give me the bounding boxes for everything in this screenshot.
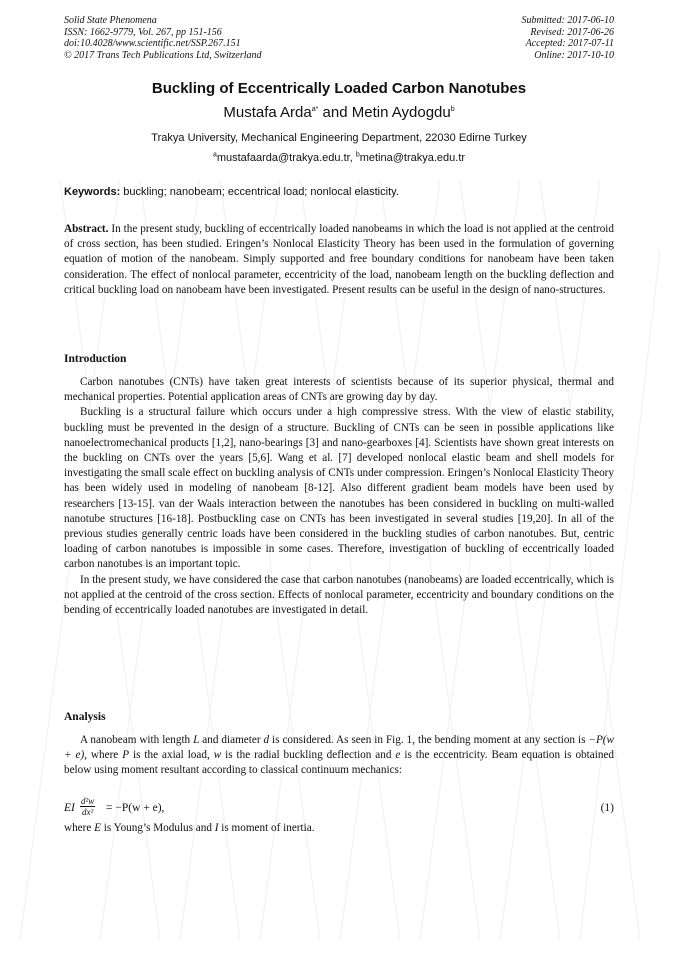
symbol-I: I bbox=[214, 822, 219, 834]
analysis-text: is the eccentricity. Beam equation is obtained below using moment resultant according to classical continuum mechanics: bbox=[64, 749, 614, 777]
author-2: Metin Aydogdu bbox=[351, 104, 451, 121]
online-date: Online: 2017-10-10 bbox=[534, 49, 614, 61]
journal-header-left bbox=[64, 15, 262, 61]
affiliation: Trakya University, Mechanical Engineering Department, 22030 Edirne Turkey bbox=[151, 132, 527, 144]
equation-fraction bbox=[80, 796, 95, 817]
keywords-label: Keywords: bbox=[64, 186, 121, 198]
author-2-marker: b bbox=[450, 106, 455, 113]
analysis-text: is the radial buckling deflection and bbox=[221, 749, 396, 762]
revised-date: Revised: 2017-06-26 bbox=[530, 26, 614, 38]
introduction-heading: Introduction bbox=[64, 353, 127, 365]
intro-paragraph-3: In the present study, we have considered the case that carbon nanotubes (nanobeams) are loaded eccentrically, which is not applied at the centroid of the cross section. Effects of nonlocal parameter, eccentricity and boundary conditions on the bending of eccentrically loaded nanotubes are investigated in detail. bbox=[64, 573, 614, 617]
analysis-text: , where bbox=[84, 749, 123, 762]
explanation-text: is moment of inertia. bbox=[218, 822, 315, 834]
equation-number: (1) bbox=[600, 802, 614, 814]
keywords bbox=[64, 186, 614, 198]
abstract-label: Abstract. bbox=[64, 223, 109, 235]
paper-title: Buckling of Eccentrically Loaded Carbon Nanotubes bbox=[151, 80, 527, 97]
equation-rhs: = −P(w + e), bbox=[106, 802, 165, 814]
doi-line: doi:10.4028/www.scientific.net/SSP.267.151 bbox=[64, 38, 241, 49]
symbol-w: w bbox=[213, 749, 222, 762]
email-b: metina@trakya.edu.tr bbox=[359, 152, 466, 164]
fraction-numerator: d²w bbox=[81, 796, 95, 806]
email-b-marker: b bbox=[355, 151, 360, 159]
keywords-text: buckling; nanobeam; eccentrical load; nonlocal elasticity. bbox=[120, 186, 399, 198]
email-line bbox=[0, 152, 678, 164]
explanation-text: is Young’s Modulus and bbox=[100, 822, 215, 834]
accepted-date: Accepted: 2017-07-11 bbox=[525, 38, 614, 49]
analysis-text: is the axial load, bbox=[129, 749, 214, 762]
symbol-E: E bbox=[94, 822, 101, 834]
journal-header-right bbox=[522, 15, 615, 61]
equation-lhs: EI bbox=[64, 802, 75, 814]
intro-paragraph-1: Carbon nanotubes (CNTs) have taken great interests of scientists because of its superior physical, thermal and mechanical properties. Potential application areas of CNTs are growing day by day. bbox=[64, 376, 614, 404]
submitted-date: Submitted: 2017-06-10 bbox=[521, 15, 614, 26]
explanation-text: where bbox=[64, 822, 95, 834]
abstract bbox=[64, 222, 614, 298]
analysis-body bbox=[64, 733, 614, 779]
abstract-text: In the present study, buckling of eccentrically loaded nanobeams in which the load is not applied at the centroid of cross section, has been studied. Eringen’s Nonlocal Elasticity Theory has been used in the formulation of governing equation of motion of the nanobeam. Simply supported and free boundary conditions for nanobeam have been taken consideration. The effect of nonlocal parameter, eccentricity of the load, nanobeam length on the buckling deflection and critical buckling load on nanobeam have been investigated. Present results can be useful in the design of nano-structures. bbox=[64, 223, 614, 296]
analysis-text: and diameter bbox=[199, 734, 264, 746]
analysis-text: is considered. As seen in Fig. 1, the bending moment at any section is bbox=[269, 734, 589, 746]
fraction-denominator: dx² bbox=[82, 807, 94, 817]
copyright-line: © 2017 Trans Tech Publications Ltd, Switzerland bbox=[64, 49, 262, 61]
symbol-d: d bbox=[263, 734, 270, 746]
symbol-e: e bbox=[395, 749, 401, 762]
journal-name: Solid State Phenomena bbox=[64, 15, 157, 26]
email-a: mustafaarda@trakya.edu.tr, bbox=[216, 152, 356, 164]
author-conjunction: and bbox=[318, 104, 352, 121]
analysis-heading: Analysis bbox=[64, 711, 106, 723]
symbol-P: P bbox=[122, 749, 130, 762]
issn-line: ISSN: 1662-9779, Vol. 267, pp 151-156 bbox=[64, 26, 222, 38]
author-1: Mustafa Arda bbox=[223, 104, 312, 121]
email-a-marker: a bbox=[212, 151, 217, 159]
equation-explanation bbox=[64, 822, 614, 834]
analysis-paragraph-1 bbox=[64, 733, 614, 779]
author-line bbox=[0, 104, 678, 121]
intro-paragraph-2: Buckling is a structural failure which occurs under a high compressive stress. With the view of elastic stability, buckling must be prevented in the design of a structure. Buckling of CNTs can be seen in possible applications like nanoelectromechanical products [1,2], nano-bearings [3] and nano-gearboxes [4]. Scientists have shown great interests on the buckling on CNTs over the years [5,6]. Wang et al. [7] developed nonlocal elastic beam and shell models for investigating the small scale effect on buckling analysis of CNTs under compression. Eringen’s Nonlocal Elasticity Theory has been widely used in modeling of nanobeam [8-12]. Also different gradient beam models have been used by researchers [13-15]. van der Waals interaction between the nanotubes has been considered in buckling on multi-walled nanotube structures [16-18]. Postbuckling case on CNTs has been investigated in several studies [19,20]. In all of the previous studies generally centric loads have been considered in the buckling studies of carbon nanotubes. But, centric loading of carbon nanotubes is impossible in some cases. Therefore, investigation of buckling of eccentrically loaded carbon nanotubes is an important topic. bbox=[64, 406, 614, 571]
equation-1 bbox=[64, 798, 614, 822]
introduction-body bbox=[64, 375, 614, 618]
analysis-text: A nanobeam with length bbox=[80, 734, 194, 746]
moment-expression: −P(w + e) bbox=[64, 734, 614, 762]
author-1-marker: a* bbox=[311, 106, 319, 113]
symbol-L: L bbox=[193, 734, 200, 746]
